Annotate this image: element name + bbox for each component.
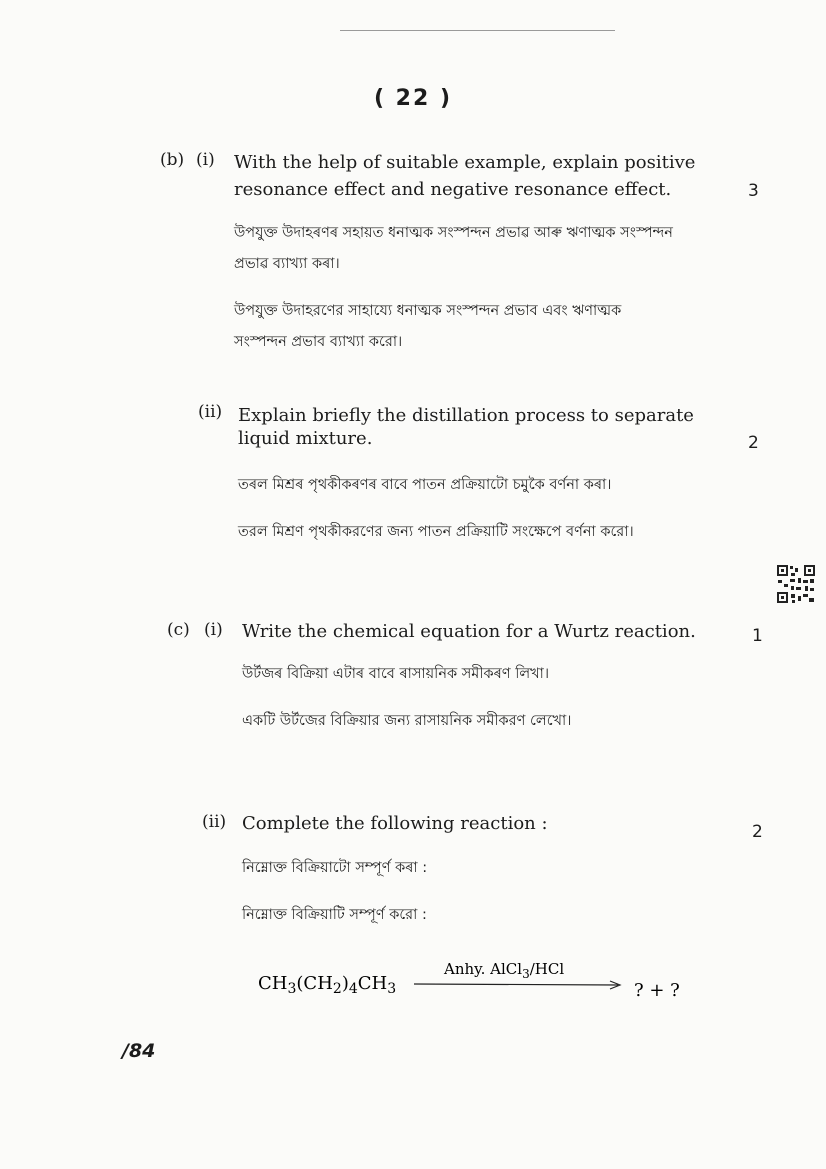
- question-c-i-bengali: একটি উর্টজের বিক্রিয়ার জন্য রাসায়নিক সমীকরণ লেখো।: [242, 713, 572, 729]
- question-b-ii-english-line1: Explain briefly the distillation process to separate: [238, 405, 694, 426]
- reactant-formula: $CH_3(CH_2)_4CH_3$: [258, 973, 397, 997]
- question-c-i-marks: 1: [752, 626, 763, 646]
- question-b-i-bengali-line2: সংস্পন্দন প্রভাব ব্যাখ্যা করো।: [234, 334, 403, 350]
- reaction-equation: [258, 958, 718, 1008]
- question-c-i-english: Write the chemical equation for a Wurtz reaction.: [242, 621, 696, 642]
- qr-code-icon: [776, 564, 816, 604]
- question-c-i-assamese: উর্টজৰ বিক্ৰিয়া এটাৰ বাবে ৰাসায়নিক সমীকৰণ লিখা।: [242, 666, 550, 682]
- question-b-ii-label: (ii): [198, 402, 223, 422]
- question-b-i-label: (i): [196, 150, 215, 170]
- question-b-i-bengali-line1: উপযুক্ত উদাহরণের সাহায্যে ধনাত্মক সংস্পন্দন প্রভাব এবং ঋণাত্মক: [234, 303, 622, 319]
- question-c-ii-english: Complete the following reaction :: [242, 813, 548, 834]
- question-b-ii-assamese: তৰল মিশ্ৰৰ পৃথকীকৰণৰ বাবে পাতন প্ৰক্ৰিয়াটো চমুকৈ বৰ্ণনা কৰা।: [238, 477, 612, 493]
- question-b-i-assamese-line1: উপযুক্ত উদাহৰণৰ সহায়ত ধনাত্মক সংস্পন্দন প্ৰভাৱ আৰু ঋণাত্মক সংস্পন্দন: [234, 225, 673, 241]
- question-c-i-label: (i): [204, 620, 223, 640]
- reaction-arrow-line: [414, 984, 618, 985]
- question-b-i-english-line2: resonance effect and negative resonance effect.: [234, 179, 672, 200]
- question-b-i-marks: 3: [748, 181, 759, 201]
- reaction-products: ? + ?: [634, 980, 680, 1001]
- question-c-ii-bengali: নিম্নোক্ত বিক্রিয়াটি সম্পূর্ণ করো :: [242, 907, 427, 923]
- question-c-label: (c): [167, 620, 190, 640]
- question-c-ii-marks: 2: [752, 822, 763, 842]
- footer-code: /84: [122, 1040, 156, 1062]
- question-b-ii-english-line2: liquid mixture.: [238, 428, 373, 449]
- question-c-ii-label: (ii): [202, 812, 227, 832]
- question-b-i-english-line1: With the help of suitable example, explain positive: [234, 152, 696, 173]
- question-c-ii-assamese: নিম্নোক্ত বিক্ৰিয়াটো সম্পূৰ্ণ কৰা :: [242, 860, 428, 876]
- reaction-condition: Anhy. AlCl$_3$/HCl: [444, 960, 565, 981]
- page-number: ( 22 ): [373, 86, 453, 111]
- question-b-ii-marks: 2: [748, 433, 759, 453]
- question-b-label: (b): [160, 150, 185, 170]
- question-b-ii-bengali: তরল মিশ্রণ পৃথকীকরণের জন্য পাতন প্রক্রিয়াটি সংক্ষেপে বর্ণনা করো।: [238, 524, 634, 540]
- top-rule: [340, 30, 615, 31]
- question-b-i-assamese-line2: প্ৰভাৱ ব্যাখ্যা কৰা।: [234, 256, 340, 272]
